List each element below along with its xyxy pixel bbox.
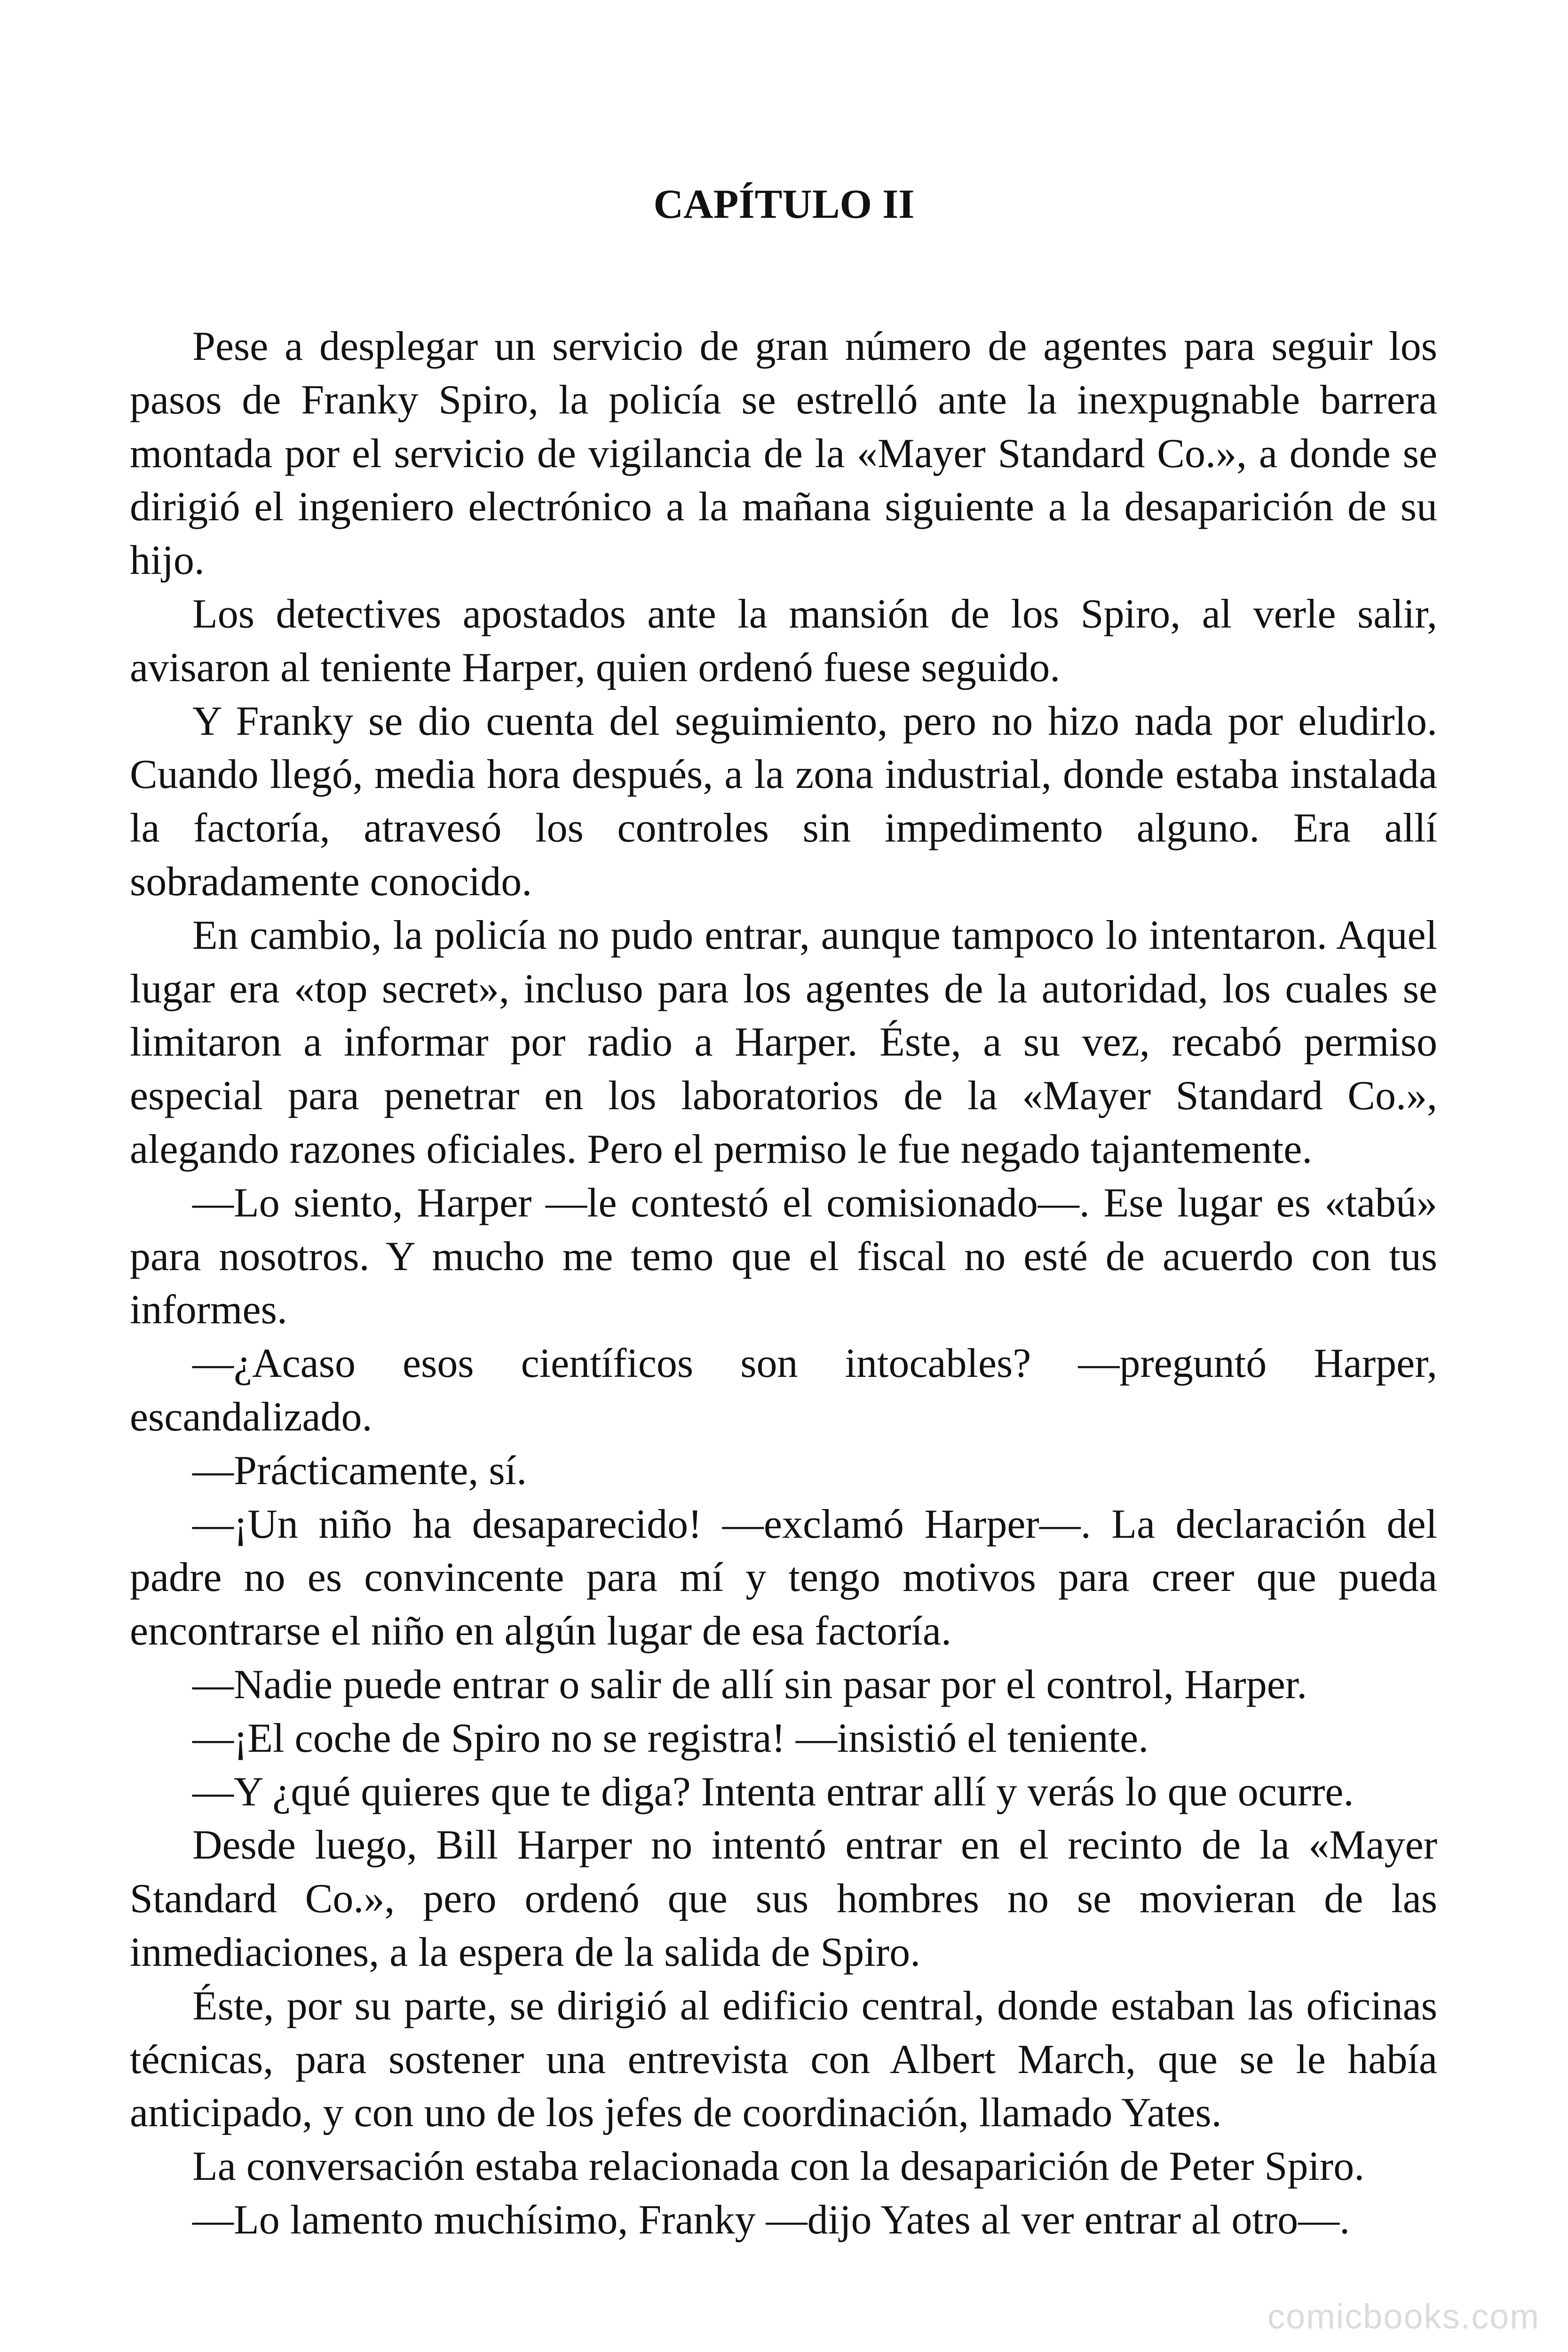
paragraph: En cambio, la policía no pudo entrar, aunque tampoco lo intentaron. Aquel lugar era «top secret», incluso para los agentes de la autoridad, los cuales se limitaron a informar por radio a Harper. Éste, a su vez, recabó permiso especial para penetrar en los laboratorios de la «Mayer Standard Co.», alegando razones oficiales. Pero el permiso le fue negado tajantemente. <box>130 912 1437 1172</box>
paragraph: Los detectives apostados ante la mansión de los Spiro, al verle salir, avisaron al teniente Harper, quien ordenó fuese seguido. <box>130 591 1437 691</box>
paragraph: —Lo siento, Harper —le contestó el comisionado—. Ese lugar es «tabú» para nosotros. Y mucho me temo que el fiscal no esté de acuerdo con tus informes. <box>130 1180 1437 1333</box>
paragraph: —Y ¿qué quieres que te diga? Intenta entrar allí y verás lo que ocurre. <box>192 1769 1354 1815</box>
paragraph: —Lo lamento muchísimo, Franky —dijo Yates al ver entrar al otro—. <box>192 2197 1350 2243</box>
paragraph: —¡Un niño ha desaparecido! —exclamó Harper—. La declaración del padre no es convincente para mí y tengo motivos para creer que pueda encontrarse el niño en algún lugar de esa factoría. <box>130 1501 1437 1654</box>
paragraph: Y Franky se dio cuenta del seguimiento, pero no hizo nada por eludirlo. Cuando llegó, media hora después, a la zona industrial, donde estaba instalada la factoría, atravesó los controles sin impedimento alguno. Era allí sobradamente conocido. <box>130 698 1437 905</box>
paragraph: —Prácticamente, sí. <box>192 1447 527 1494</box>
paragraph: Pese a desplegar un servicio de gran número de agentes para seguir los pasos de Franky Spiro, la policía se estrelló ante la inexpugnable barrera montada por el servicio de vigilancia de la «Mayer Standard Co.», a donde se dirigió el ingeniero electrónico a la mañana siguiente a la desaparición de su hijo. <box>130 324 1437 584</box>
watermark-text: comicbooks.com <box>1267 2297 1540 2336</box>
paragraph: Desde luego, Bill Harper no intentó entrar en el recinto de la «Mayer Standard Co.», pero ordenó que sus hombres no se movieran de las inmediaciones, a la espera de la salida de Spiro. <box>130 1822 1437 1975</box>
chapter-title: CAPÍTULO II <box>653 182 915 227</box>
paragraph: La conversación estaba relacionada con la desaparición de Peter Spiro. <box>192 2144 1365 2190</box>
paragraph: —¡El coche de Spiro no se registra! —insistió el teniente. <box>192 1715 1149 1761</box>
paragraph: —Nadie puede entrar o salir de allí sin pasar por el control, Harper. <box>192 1661 1307 1708</box>
chapter-body <box>130 320 1437 2247</box>
paragraph: Éste, por su parte, se dirigió al edificio central, donde estaban las oficinas técnicas, para sostener una entrevista con Albert March, que se le había anticipado, y con uno de los jefes de coordinación, llamado Yates. <box>130 1983 1437 2136</box>
paragraph: —¿Acaso esos científicos son intocables? —preguntó Harper, escandalizado. <box>130 1341 1437 1440</box>
